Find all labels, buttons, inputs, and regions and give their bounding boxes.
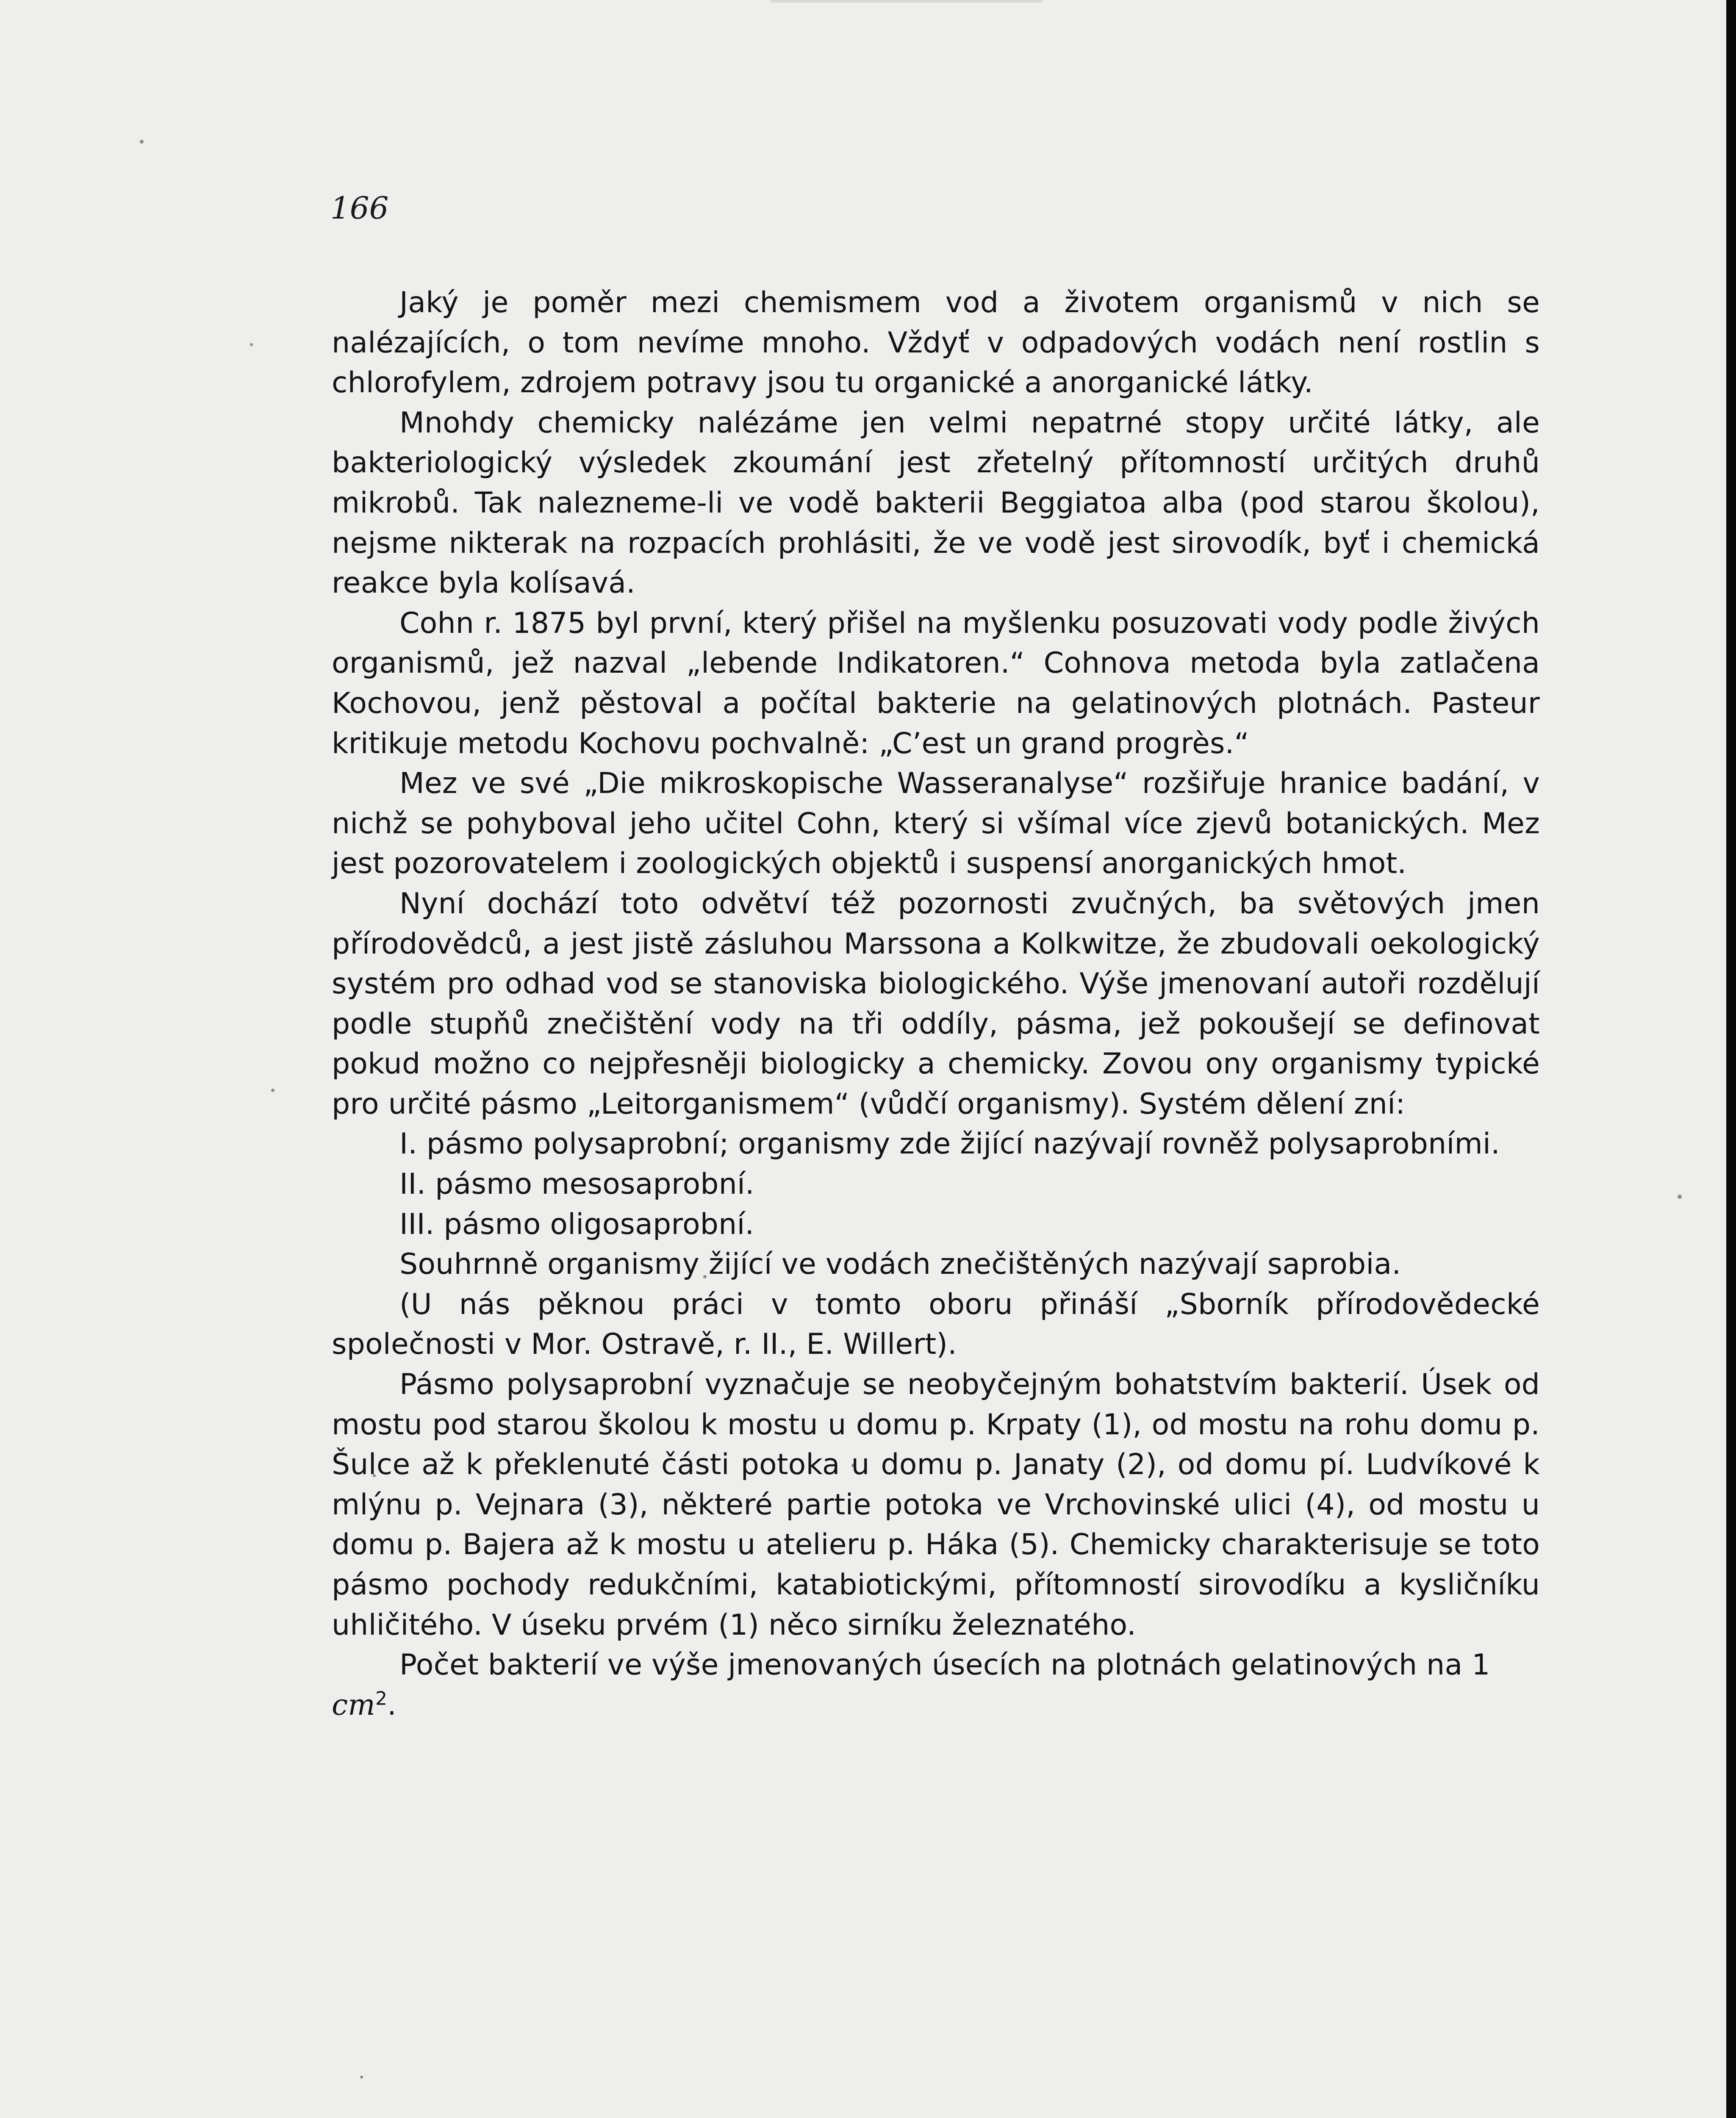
scan-speck [1678,1195,1682,1199]
scan-edge [1726,0,1736,2118]
scan-speck [250,343,253,346]
paragraph: Mez ve své „Die mikroskopische Wasseranalyse“ rozšiřuje hranice badání, v nichž se pohyboval jeho učitel Cohn, který si všímal více zjevů botanických. Mez jest pozorovatelem i zoologických objektů i suspensí anorganických hmot. [332,767,1540,881]
scan-smudge [771,0,1042,32]
list-item: I. pásmo polysaprobní; organismy zde žijící nazývají rovněž polysaprobními. [399,1127,1500,1161]
scan-speck [360,2076,363,2079]
paragraph: Cohn r. 1875 byl první, který přišel na myšlenku posuzovati vody podle živých organismů, jež nazval „lebende Indikatoren.“ Cohnova metoda byla zatlačena Kochovou, jenž pěstoval a počítal bakterie na gelatinových plotnách. Pasteur kritikuje metodu Kochovu pochvalně: „C’est un grand progrès.“ [332,606,1540,760]
list-item: II. pásmo mesosaprobní. [399,1167,754,1201]
paragraph: (U nás pěknou práci v tomto oboru přináší „Sborník přírodovědecké společnosti v Mor. Ostravě, r. II., E. Willert). [332,1287,1540,1361]
unit: cm [332,1688,375,1722]
paragraph: Souhrnně organismy žijící ve vodách znečištěných nazývají saprobia. [399,1248,1401,1281]
paragraph: Pásmo polysaprobní vyznačuje se neobyčejným bohatstvím bakterií. Úsek od mostu pod starou školou k mostu u domu p. Krpaty (1), od mostu na rohu domu p. Šulce až k překlenuté části potoka u domu p. Janaty (2), od domu pí. Ludvíkové k mlýnu p. Vejnara (3), některé partie potoka ve Vrchovinské ulici (4), od mostu u domu p. Bajera až k mostu u atelieru p. Háka (5). Chemicky charakterisuje se toto pásmo pochody redukčními, katabiotickými, přítomností sirovodíku a kysličníku uhličitého. V úseku prvém (1) něco sirníku železnatého. [332,1368,1540,1642]
body-text [332,283,1540,1725]
list-item: III. pásmo oligosaprobní. [399,1207,754,1241]
paragraph: Nyní dochází toto odvětví též pozornosti zvučných, ba světových jmen přírodovědců, a jest jistě zásluhou Marssona a Kolkwitze, že zbudovali oekologický systém pro odhad vod se stanoviska biologického. Výše jmenovaní autoři rozdělují podle stupňů znečištění vody na tři oddíly, pásma, jež pokoušejí se definovat pokud možno co nejpřesněji biologicky a chemicky. Zovou ony organismy typické pro určité pásmo „Leitorganismem“ (vůdčí organismy). Systém dělení zní: [332,887,1540,1121]
scan-speck [140,140,144,144]
page-number: 166 [330,190,389,226]
unit-exponent: 2 [375,1688,388,1710]
paragraph: Jaký je poměr mezi chemismem vod a životem organismů v nich se nalézajících, o tom nevíme mnoho. Vždyť v odpadových vodách není rostlin s chlorofylem, zdrojem potravy jsou tu organické a anorganické látky. [332,286,1540,400]
final-text: Počet bakterií ve výše jmenovaných úsecích na plotnách gelatinových na 1 [399,1648,1490,1682]
paragraph-final [332,1645,1540,1725]
paragraph: Mnohdy chemicky nalézáme jen velmi nepatrné stopy určité látky, ale bakteriologický výsledek zkoumání jest zřetelný přítomností určitých druhů mikrobů. Tak nalezneme-li ve vodě bakterii Beggiatoa alba (pod starou školou), nejsme nikterak na rozpacích prohlásiti, že ve vodě jest sirovodík, byť i chemická reakce byla kolísavá. [332,406,1540,600]
scan-speck [271,1089,275,1092]
final-end: . [387,1688,397,1722]
